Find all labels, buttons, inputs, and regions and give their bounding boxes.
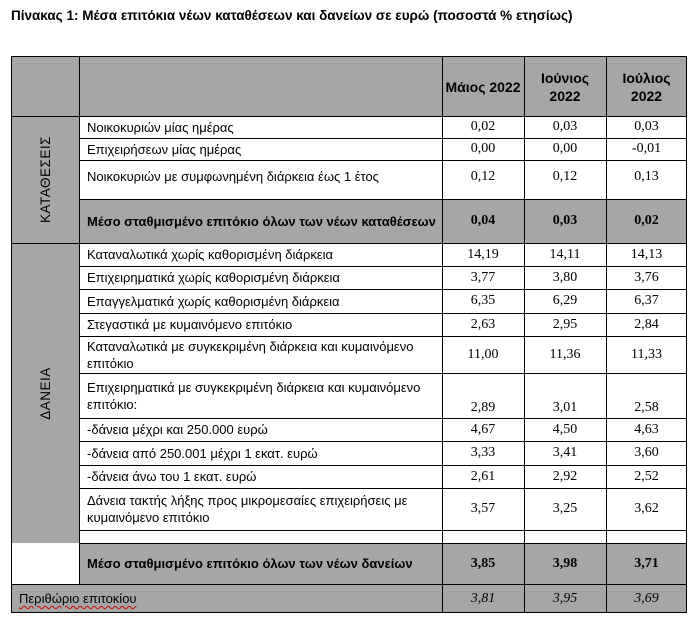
loan-row-3-value-3: 6,37 <box>634 293 659 308</box>
rule-loan-9 <box>79 488 687 489</box>
deposit-row-1-value-3: 0,03 <box>634 119 659 134</box>
deposit-row-3-label: Νοικοκυριών με συμφωνημένη διάρκεια έως 1 έτος <box>87 169 379 184</box>
loan-row-1-label: Καταναλωτικά χωρίς καθορισμένη διάρκεια <box>87 247 334 262</box>
rates-table <box>11 56 687 613</box>
header-july-2022: Ιούλιος 2022 <box>622 70 671 104</box>
interest-margin-label-text: Περιθώριο επιτοκίου <box>19 591 137 606</box>
loans-section-label: ΔΑΝΕΙΑ <box>37 366 53 420</box>
loan-row-3-label: Επαγγελματικά χωρίς καθορισμένη διάρκεια <box>87 293 340 309</box>
loan-row-4-value-2: 2,95 <box>552 316 578 332</box>
rule-loan-6 <box>79 418 687 419</box>
loan-row-9-value-3: 2,52 <box>634 468 659 484</box>
loan-row-5-value-2: 11,36 <box>549 346 581 362</box>
border-left <box>11 56 12 613</box>
loan-row-9-label: -δάνεια άνω του 1 εκατ. ευρώ <box>87 469 257 484</box>
deposits-total-value-1: 0,04 <box>470 213 496 228</box>
rule-deposit-1 <box>79 138 687 139</box>
loan-row-6-value-3: 2,58 <box>634 400 659 415</box>
rule-col-side <box>79 56 80 584</box>
rule-loan-1 <box>79 266 687 267</box>
loan-row-2-value-2: 3,80 <box>552 269 578 285</box>
loan-row-4-value-1: 2,63 <box>470 316 496 332</box>
loan-row-8-value-2: 3,41 <box>552 445 578 460</box>
loan-row-4-value-3: 2,84 <box>634 316 659 332</box>
interest-margin-label <box>19 584 436 613</box>
rule-loan-5 <box>79 373 687 374</box>
deposit-row-1-value-2: 0,03 <box>552 119 578 134</box>
loan-row-6-value-1: 2,89 <box>470 400 496 415</box>
loan-row-2-value-3: 3,76 <box>634 269 659 285</box>
deposit-row-2-value-2: 0,00 <box>552 141 578 156</box>
rule-deposit-2 <box>79 160 687 161</box>
rule-header <box>11 116 687 117</box>
rule-loans-total <box>79 543 687 544</box>
loan-row-8-value-3: 3,60 <box>634 445 659 460</box>
loan-row-6-value-2: 3,01 <box>552 400 578 415</box>
loan-row-5-value-1: 11,00 <box>467 346 499 362</box>
rule-col-2 <box>524 56 525 613</box>
loan-row-3-value-2: 6,29 <box>552 293 578 308</box>
deposit-row-2-value-3: -0,01 <box>631 141 662 156</box>
loan-row-9-value-2: 2,92 <box>552 468 578 484</box>
loan-row-1-value-3: 14,13 <box>630 246 663 262</box>
loan-row-9-value-1: 2,61 <box>470 468 496 484</box>
rule-loan-7 <box>79 441 687 442</box>
loan-row-5-label: Καταναλωτικά με συγκεκριμένη διάρκεια και κυμαινόμενο επιτόκιο <box>87 338 414 371</box>
border-top <box>11 56 687 57</box>
rule-loan-8 <box>79 465 687 466</box>
loan-row-8-value-1: 3,33 <box>470 445 496 460</box>
rule-col-3 <box>606 56 607 613</box>
loan-row-4-label: Στεγαστικά με κυμαινόμενο επιτόκιο <box>87 317 293 332</box>
loan-row-6-label: Επιχειρηματικά με συγκεκριμένη διάρκεια και κυμαινόμενο επιτόκιο: <box>87 379 421 412</box>
deposit-row-2-value-1: 0,00 <box>470 141 496 156</box>
rule-section <box>11 243 687 244</box>
deposit-row-3-value-1: 0,12 <box>470 168 496 184</box>
loan-row-8-label: -δάνεια από 250.001 μέχρι 1 εκατ. ευρώ <box>87 445 318 461</box>
loans-total-value-1: 3,85 <box>470 555 496 571</box>
interest-margin-value-1: 3,81 <box>470 590 496 606</box>
loan-row-10-value-3: 3,62 <box>634 501 659 516</box>
rule-loan-3 <box>79 313 687 314</box>
loan-row-3-value-1: 6,35 <box>470 293 496 308</box>
loan-row-10-value-1: 3,57 <box>470 501 496 516</box>
border-bottom <box>11 612 687 613</box>
deposits-section-label: ΚΑΤΑΘΕΣΕΙΣ <box>37 136 53 223</box>
loan-row-1-value-2: 14,11 <box>549 246 581 262</box>
loan-row-7-value-1: 4,67 <box>470 421 496 437</box>
rule-deposit-3 <box>79 199 687 200</box>
rule-loan-4 <box>79 336 687 337</box>
deposit-row-3-value-3: 0,13 <box>634 168 659 184</box>
table-title: Πίνακας 1: Μέσα επιτόκια νέων καταθέσεων και δανείων σε ευρώ (ποσοστά % ετησίως) <box>11 8 573 23</box>
header-may-2022: Μάιος 2022 <box>445 79 521 95</box>
loan-row-7-value-3: 4,63 <box>634 421 659 437</box>
rule-loan-10 <box>79 530 687 531</box>
loan-row-10-label: Δάνεια τακτής λήξης προς μικρομεσαίες επιχειρήσεις με κυμαινόμενο επιτόκιο <box>87 493 408 525</box>
interest-margin-value-2: 3,95 <box>552 590 578 606</box>
header-june-2022: Ιούνιος 2022 <box>540 70 590 104</box>
loan-row-5-value-3: 11,33 <box>631 346 662 362</box>
interest-margin-value-3: 3,69 <box>634 590 659 606</box>
deposits-total-value-3: 0,02 <box>634 213 659 228</box>
loans-total-label: Μέσο σταθμισμένο επιτόκιο όλων των νέων δανείων <box>87 556 413 571</box>
loan-row-1-value-1: 14,19 <box>467 246 499 262</box>
deposit-row-3-value-2: 0,12 <box>552 168 578 184</box>
loan-row-7-label: -δάνεια μέχρι και 250.000 ευρώ <box>87 422 268 437</box>
deposits-total-label: Μέσο σταθμισμένο επιτόκιο όλων των νέων καταθέσεων <box>87 213 436 229</box>
loan-row-2-label: Επιχειρηματικά χωρίς καθορισμένη διάρκεια <box>87 270 340 285</box>
deposit-row-1-value-1: 0,02 <box>470 119 496 134</box>
loans-total-value-3: 3,71 <box>634 555 659 571</box>
loan-row-10-value-2: 3,25 <box>552 501 578 516</box>
deposits-total-value-2: 0,03 <box>552 213 578 228</box>
loan-row-7-value-2: 4,50 <box>552 421 578 437</box>
loan-row-2-value-1: 3,77 <box>470 269 496 285</box>
loans-total-value-2: 3,98 <box>552 555 578 571</box>
rule-loan-2 <box>79 289 687 290</box>
deposit-row-1-label: Νοικοκυριών μίας ημέρας <box>87 119 234 135</box>
rule-margin <box>11 584 687 585</box>
deposit-row-2-label: Επιχειρήσεων μίας ημέρας <box>87 141 242 157</box>
rule-col-1 <box>442 56 443 613</box>
